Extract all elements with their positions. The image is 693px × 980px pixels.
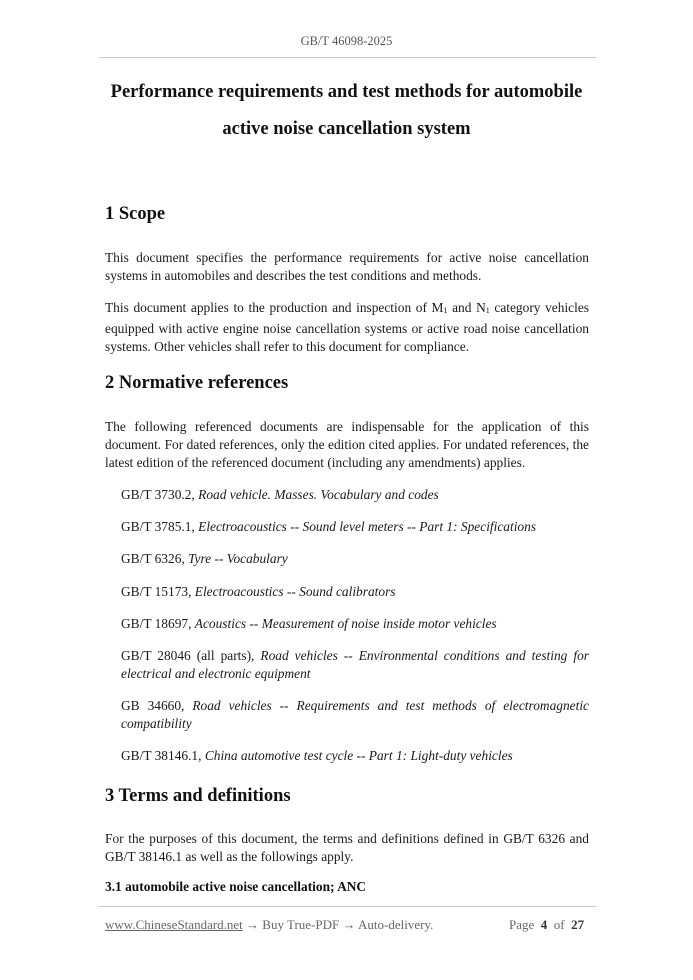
current-page: 4 [540,917,548,932]
terms-intro: For the purposes of this document, the terms and definitions defined in GB/T 6326 and GB/T 38146.1 as well as the followings apply. [105,831,589,864]
reference-item: GB/T 18697, Acoustics -- Measurement of noise inside motor vehicles [121,616,497,631]
reference-item: GB 34660, Road vehicles -- Requirements and test methods of electromagnetic compatibility [121,698,589,731]
scope-paragraph-2: This document applies to the production and inspection of $M_1$ and $N_1$ category vehicles equipped with active engine noise cancellation systems or active road noise cancellation systems. Other vehicles shall refer to this document for compliance. [105,300,589,354]
scope-paragraph-1: This document specifies the performance requirements for active noise cancellation systems in automobiles and describes the test conditions and methods. [105,250,589,283]
reference-item: GB/T 15173, Electroacoustics -- Sound calibrators [121,584,396,599]
section-heading-terms-definitions: 3 Terms and definitions [105,786,291,806]
reference-item: GB/T 3730.2, Road vehicle. Masses. Vocabulary and codes [121,487,439,502]
reference-item: GB/T 6326, Tyre -- Vocabulary [121,551,288,566]
reference-item: GB/T 28046 (all parts), Road vehicles -- Environmental conditions and testing for electrical and electronic equipment [121,648,589,681]
footer-divider [99,906,596,907]
total-pages: 27 [571,917,585,932]
page-indicator: Page 4 of 27 [509,917,585,932]
footer-promo [105,917,433,933]
arrow-right-icon: → [339,917,359,932]
buy-pdf-text: Buy True-PDF [262,917,340,932]
section-heading-normative-references: 2 Normative references [105,373,289,393]
running-header: GB/T 46098-2025 [300,34,393,48]
section-heading-scope: 1 Scope [105,204,166,224]
website-link[interactable]: www.ChineseStandard.net [105,917,243,932]
auto-delivery-text: Auto-delivery. [358,917,434,932]
header-divider [99,57,596,58]
normative-intro: The following referenced documents are indispensable for the application of this document. For dated references, only the edition cited applies. For undated references, the latest edition of the referenced document (including any amendments) applies. [105,419,589,470]
document-title-line2: active noise cancellation system [222,119,471,139]
document-title-line1: Performance requirements and test methods for automobile [110,82,583,102]
reference-item: GB/T 3785.1, Electroacoustics -- Sound level meters -- Part 1: Specifications [121,519,537,534]
reference-item: GB/T 38146.1, China automotive test cycle -- Part 1: Light-duty vehicles [121,748,513,763]
arrow-right-icon: → [242,917,263,932]
subsection-heading-3-1: 3.1 automobile active noise cancellation; ANC [105,879,367,894]
